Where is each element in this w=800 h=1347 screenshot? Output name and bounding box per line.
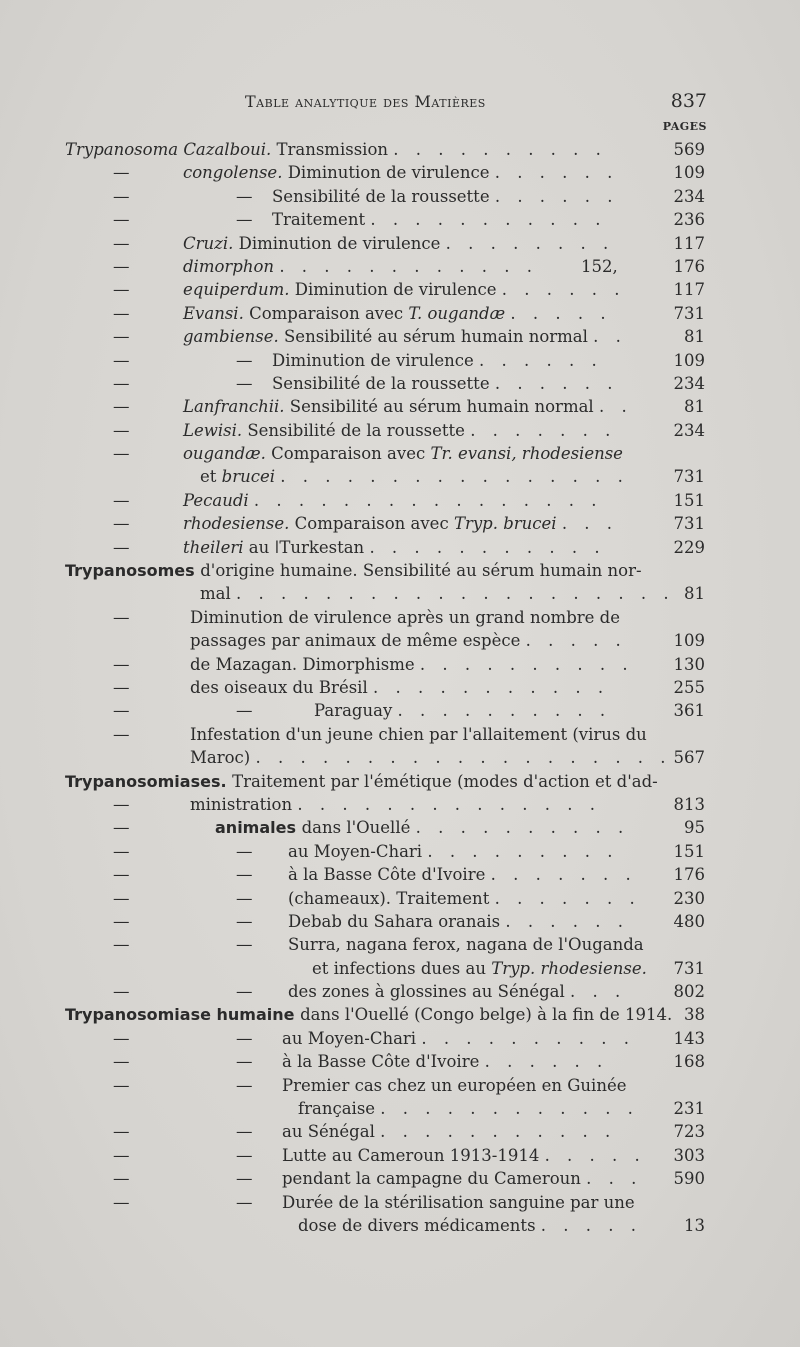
index-entry-row <box>0 163 800 186</box>
page-reference: 117 <box>673 233 705 253</box>
index-entry-row <box>0 889 800 912</box>
entry-text <box>183 421 616 440</box>
entry-description: Sensibilité au sérum humain normal <box>284 327 594 347</box>
genus-name: Trypanosoma <box>65 140 184 159</box>
dot-leader: . . . . . . . <box>470 420 617 440</box>
entry-description: Premier cas chez un européen en Guinée <box>282 1075 627 1095</box>
lemma-heading: Trypanosomiases. <box>65 771 233 791</box>
dot-leader: . . . . . . . . . . <box>393 140 607 159</box>
dash-mark: — <box>113 397 130 417</box>
entry-description: Sensibilité au sérum humain normal <box>289 397 599 417</box>
index-entry-row <box>0 608 800 631</box>
entry-description: Comparaison avec <box>249 303 409 323</box>
page-reference: 234 <box>673 186 705 206</box>
entry-description: dans l'Ouellé (Congo belge) à la fin de 1914. <box>300 1005 673 1025</box>
dash-mark: — <box>236 701 253 721</box>
entry-description: Transmission <box>276 140 394 159</box>
dot-leader: . . . . . . <box>484 1052 609 1072</box>
dash-mark: — <box>236 935 253 955</box>
entry-text <box>190 795 601 814</box>
index-entry-row <box>0 584 800 607</box>
dash-mark: — <box>236 373 253 393</box>
entry-text <box>288 865 637 884</box>
entry-text <box>282 1193 635 1212</box>
index-entry-row <box>0 374 800 397</box>
entry-text <box>183 444 623 463</box>
entry-text <box>314 701 611 720</box>
entry-description: Diminution de virulence <box>238 233 446 253</box>
dot-leader: . . . <box>586 1169 643 1189</box>
dash-mark: — <box>113 490 130 510</box>
index-entry-row <box>0 818 800 841</box>
entry-text <box>190 748 672 767</box>
entry-text <box>282 1122 616 1141</box>
entry-text <box>298 1216 642 1235</box>
dot-leader: . . <box>598 397 633 417</box>
entry-description: à la Basse Côte d'Ivoire <box>282 1052 485 1072</box>
continuation-text: mal <box>200 584 237 604</box>
dot-leader: . . . . . . . . . . . <box>380 1122 617 1142</box>
entry-text <box>288 842 619 861</box>
continuation-text: et infections dues au <box>312 958 492 978</box>
entry-text <box>282 1169 642 1188</box>
entry-description: des zones à glossines au Sénégal <box>288 982 571 1002</box>
index-entry-row <box>0 514 800 537</box>
dot-leader: . . <box>593 327 627 347</box>
dot-leader: . . . . . . . . . <box>427 841 619 861</box>
dash-mark: — <box>236 982 253 1002</box>
dash-mark: — <box>113 420 130 440</box>
entry-text <box>183 538 606 557</box>
species-name: rhodesiense. <box>183 514 295 534</box>
entry-text <box>272 351 603 370</box>
index-entry-row <box>0 467 800 490</box>
page-reference: 176 <box>673 256 705 276</box>
dot-leader: . . . . . . . . . . <box>415 818 630 838</box>
dash-mark: — <box>113 256 130 276</box>
dot-leader: . . . . . . . . . . . . <box>380 1099 639 1119</box>
species-name: gambiense. <box>183 327 284 347</box>
dot-leader: . . . . . . . . . . . . . . <box>297 794 601 814</box>
entry-text <box>183 514 618 533</box>
dash-mark: — <box>236 841 253 861</box>
species-name: congolense. <box>183 163 288 183</box>
entry-description: Comparaison avec <box>294 514 454 534</box>
dash-mark: — <box>236 1028 253 1048</box>
page-reference: 109 <box>673 350 705 370</box>
index-entry-row <box>0 701 800 724</box>
page-reference: 81 <box>684 397 705 417</box>
running-title: Table analytique des Matières <box>245 92 486 111</box>
index-entry-row <box>0 865 800 888</box>
index-entry-row <box>0 959 800 982</box>
species-name: Pecaudi <box>183 490 254 510</box>
entry-description: Traitement <box>272 210 371 230</box>
dot-leader: . . . . . . <box>494 163 619 183</box>
dot-leader: . . . . . . . . . . <box>397 701 612 721</box>
page-reference: 130 <box>673 654 705 674</box>
dot-leader: . . . . . . . . <box>445 233 615 253</box>
lemma-heading: Trypanosomiase humaine <box>65 1005 301 1025</box>
dot-leader: . . . . . . <box>494 186 619 206</box>
entry-description: d'origine humaine. Sensibilité au sérum humain nor- <box>200 561 642 581</box>
entry-text <box>282 1029 635 1048</box>
index-entry-row <box>0 397 800 420</box>
page-reference: 117 <box>673 280 705 300</box>
entry-text <box>183 257 538 276</box>
page-reference: 569 <box>673 140 705 159</box>
entry-text <box>190 655 634 674</box>
dash-mark: — <box>236 1192 253 1212</box>
entry-description: au ǀTurkestan <box>248 537 370 557</box>
entry-description: de Mazagan. Dimorphisme <box>190 654 420 674</box>
page-reference: 731 <box>673 958 705 978</box>
index-entry-row <box>0 631 800 654</box>
index-entry-row <box>0 187 800 210</box>
entry-description: au Moyen-Chari <box>282 1028 422 1048</box>
page-reference: 168 <box>673 1052 705 1072</box>
entry-text <box>288 889 641 908</box>
entry-description: Sensibilité de la roussette <box>272 373 495 393</box>
dot-leader: . . . . . . . . . . . <box>370 210 607 230</box>
index-entry-row <box>0 538 800 561</box>
index-entry-row <box>0 678 800 701</box>
continuation-text: passages par animaux de même espèce <box>190 631 526 651</box>
running-head <box>0 92 800 114</box>
dash-mark: — <box>113 911 130 931</box>
page-reference: 230 <box>673 888 705 908</box>
page-reference: 109 <box>673 631 705 651</box>
dash-mark: — <box>236 865 253 885</box>
entry-text <box>288 935 644 954</box>
entry-description: Infestation d'un jeune chien par l'allaitement (virus du <box>190 724 647 744</box>
lemma-heading: Trypanosomes <box>65 561 201 581</box>
entry-description: (chameaux). Traitement <box>288 888 495 908</box>
continuation-text: Maroc) <box>190 748 256 768</box>
index-entry-row <box>0 1076 800 1099</box>
entry-text <box>282 1146 646 1165</box>
dash-mark: — <box>236 210 253 230</box>
entry-text <box>272 210 606 229</box>
entry-description: Diminution de virulence <box>272 350 479 370</box>
index-entry-row <box>0 351 800 374</box>
dash-mark: — <box>113 865 130 885</box>
dot-leader: . . . . . . . . . . . . . . . . . . . . <box>236 584 675 604</box>
dash-mark: — <box>113 935 130 955</box>
dash-mark: — <box>113 186 130 206</box>
index-entry-row <box>0 280 800 303</box>
dot-leader: . . . <box>561 514 619 534</box>
entry-text <box>65 561 642 580</box>
index-entry-row <box>0 1099 800 1122</box>
entry-text <box>183 304 612 323</box>
entry-text <box>65 1005 672 1024</box>
entry-text <box>190 631 627 650</box>
species-name: theileri <box>183 537 249 557</box>
entry-description: Debab du Sahara oranais <box>288 911 506 931</box>
dot-leader: . . . . . <box>540 1215 642 1235</box>
species-reference: Tryp. brucei <box>453 514 562 534</box>
entry-text <box>200 467 629 486</box>
dash-mark: — <box>113 233 130 253</box>
entry-text <box>282 1076 627 1095</box>
dash-mark: — <box>113 1075 130 1095</box>
dash-mark: — <box>113 677 130 697</box>
index-entry-row <box>0 210 800 233</box>
dot-leader: . . . . . <box>544 1145 646 1165</box>
page-reference: 813 <box>673 794 705 814</box>
subject-heading: animales <box>215 818 302 838</box>
page-reference: 731 <box>673 514 705 534</box>
entry-description: au Sénégal <box>282 1122 381 1142</box>
dash-mark: — <box>113 373 130 393</box>
dot-leader: . . . . . . . <box>494 888 641 908</box>
dash-mark: — <box>113 841 130 861</box>
species-reference: Tryp. rhodesiense. <box>491 958 647 978</box>
species-name: Lewisi. <box>183 420 248 440</box>
index-entry-row <box>0 795 800 818</box>
entry-text <box>272 187 619 206</box>
index-entry-row <box>0 935 800 958</box>
species-name: Evansi. <box>183 303 250 323</box>
dash-mark: — <box>113 1169 130 1189</box>
page-reference: 176 <box>673 865 705 885</box>
dash-mark: — <box>113 444 130 464</box>
pages-column-label: PAGES <box>662 120 707 133</box>
index-entry-row <box>0 1122 800 1145</box>
index-entry-row <box>0 1052 800 1075</box>
page-reference: 480 <box>673 911 705 931</box>
dash-mark: — <box>236 1122 253 1142</box>
page-reference: 234 <box>673 373 705 393</box>
page-reference: 567 <box>673 748 705 768</box>
dash-mark: — <box>113 514 130 534</box>
page-reference: 731 <box>673 303 705 323</box>
dash-mark: — <box>113 280 130 300</box>
dot-leader: . . . . . . . . . . . . . . . . <box>253 490 603 510</box>
dash-mark: — <box>113 537 130 557</box>
index-entry-row <box>0 1005 800 1028</box>
page-reference: 81 <box>684 327 705 347</box>
page-reference: 109 <box>673 163 705 183</box>
entry-description: Surra, nagana ferox, nagana de l'Ouganda <box>288 935 644 955</box>
index-entry-row <box>0 1029 800 1052</box>
index-entry-row <box>0 140 800 163</box>
dash-mark: — <box>113 350 130 370</box>
page-reference: 95 <box>684 818 705 838</box>
page-reference: 236 <box>673 210 705 230</box>
species-name: ougandæ. <box>183 444 272 464</box>
dash-mark: — <box>113 1052 130 1072</box>
page-reference: 143 <box>673 1028 705 1048</box>
entry-text <box>215 818 629 837</box>
dot-leader: . . . . . . <box>479 350 603 370</box>
page-reference: 231 <box>673 1099 705 1119</box>
entry-text <box>288 912 629 931</box>
entry-description: Diminution de virulence <box>287 163 495 183</box>
index-entry-row <box>0 234 800 257</box>
page-reference: 361 <box>673 701 705 721</box>
index-entry-row <box>0 725 800 748</box>
dash-mark: — <box>236 186 253 206</box>
dot-leader: . . . . . <box>510 303 612 323</box>
dash-mark: — <box>113 303 130 323</box>
entry-text <box>183 397 633 416</box>
dot-leader: . . . . . . . . . . . <box>372 677 610 697</box>
dash-mark: — <box>236 1145 253 1165</box>
dash-mark: — <box>236 350 253 370</box>
index-entry-row <box>0 1193 800 1216</box>
entry-text <box>312 959 647 978</box>
index-entry-row <box>0 444 800 467</box>
dash-mark: — <box>113 1122 130 1142</box>
page-reference: 81 <box>684 584 705 604</box>
dot-leader: . . . . . <box>525 631 627 651</box>
entry-text <box>288 982 626 1001</box>
dash-mark: — <box>236 911 253 931</box>
continuation-text: et <box>200 467 222 487</box>
species-name: Lanfranchii. <box>183 397 290 417</box>
page-number: 837 <box>670 90 707 112</box>
dot-leader: . . . . . . . . . . . . . . . . . . . <box>255 748 672 768</box>
page-reference: 590 <box>673 1169 705 1189</box>
index-entry-row <box>0 1216 800 1239</box>
species-reference: Tr. evansi, rhodesiense <box>430 444 623 464</box>
entry-description: Lutte au Cameroun 1913-1914 <box>282 1145 545 1165</box>
page-reference: 151 <box>673 841 705 861</box>
page-reference: 152, <box>581 256 618 276</box>
dot-leader: . . . . . . . . . . <box>419 654 634 674</box>
dot-leader: . . . . . . . . . . . <box>369 537 606 557</box>
entry-description: Comparaison avec <box>271 444 431 464</box>
index-entry-row <box>0 421 800 444</box>
dash-mark: — <box>113 654 130 674</box>
dot-leader: . . . . . . . . . . <box>421 1028 635 1048</box>
dash-mark: — <box>113 1145 130 1165</box>
entry-description: à la Basse Côte d'Ivoire <box>288 865 491 885</box>
dot-leader: . . . . . . . . . . . . . . . . <box>280 467 629 487</box>
index-entry-row <box>0 1146 800 1169</box>
entry-text <box>183 280 625 299</box>
page-reference: 38 <box>684 1005 705 1025</box>
entry-description: Diminution de virulence après un grand nombre de <box>190 607 620 627</box>
page-reference: 151 <box>673 490 705 510</box>
entry-text <box>272 374 619 393</box>
dash-mark: — <box>236 888 253 908</box>
dot-leader: . . . . . . <box>505 911 630 931</box>
species-name: dimorphon <box>183 256 280 276</box>
entry-text <box>183 234 614 253</box>
entry-description: pendant la campagne du Cameroun <box>282 1169 587 1189</box>
entry-description: des oiseaux du Brésil <box>190 677 373 697</box>
dot-leader: . . . . . . . <box>490 865 637 885</box>
dash-mark: — <box>113 1028 130 1048</box>
index-entry-row <box>0 561 800 584</box>
dash-mark: — <box>113 982 130 1002</box>
entry-description: Traitement par l'émétique (modes d'action et d'ad- <box>232 771 658 791</box>
species-reference: brucei <box>221 467 281 487</box>
index-entry-row <box>0 982 800 1005</box>
entry-text <box>190 678 609 697</box>
dot-leader: . . . <box>570 982 627 1002</box>
dash-mark: — <box>113 888 130 908</box>
dash-mark: — <box>236 1052 253 1072</box>
entry-text <box>190 608 620 627</box>
species-name: Cazalboui. <box>183 140 277 159</box>
entry-description: Diminution de virulence <box>294 280 502 300</box>
entry-description: Paraguay <box>314 701 398 721</box>
dash-mark: — <box>236 1075 253 1095</box>
dot-leader: . . . . . . . . . . . . <box>279 256 538 276</box>
entry-text <box>200 584 675 603</box>
species-name: equiperdum. <box>183 280 295 300</box>
index-entry-row <box>0 257 800 280</box>
dot-leader: . . . . . . <box>494 373 619 393</box>
index-entry-row <box>0 491 800 514</box>
page-reference: 723 <box>673 1122 705 1142</box>
dash-mark: — <box>113 794 130 814</box>
index-entry-row <box>0 304 800 327</box>
dash-mark: — <box>113 818 130 838</box>
dash-mark: — <box>236 1169 253 1189</box>
dash-mark: — <box>113 210 130 230</box>
entry-description: Sensibilité de la roussette <box>272 186 495 206</box>
dash-mark: — <box>113 163 130 183</box>
entry-text <box>282 1052 608 1071</box>
index-entry-row <box>0 327 800 350</box>
index-entry-row <box>0 655 800 678</box>
entry-description: dans l'Ouellé <box>301 818 416 838</box>
entry-text <box>183 491 603 510</box>
index-entry-row <box>0 842 800 865</box>
dot-leader: . . . . . . <box>501 280 626 300</box>
page-reference: 234 <box>673 420 705 440</box>
continuation-text: française <box>298 1099 381 1119</box>
entry-text <box>298 1099 639 1118</box>
entry-description: Sensibilité de la roussette <box>247 420 471 440</box>
index-entry-row <box>0 912 800 935</box>
page-reference: 802 <box>673 982 705 1002</box>
species-name: Cruzi. <box>183 233 239 253</box>
index-entries <box>0 140 800 1239</box>
entry-text <box>183 327 627 346</box>
dash-mark: — <box>113 724 130 744</box>
index-entry-row <box>0 1169 800 1192</box>
page-reference: 255 <box>673 677 705 697</box>
page-reference: 13 <box>684 1215 705 1235</box>
index-entry-row <box>0 748 800 771</box>
entry-text <box>183 163 618 182</box>
dash-mark: — <box>113 327 130 347</box>
page-reference: 229 <box>673 537 705 557</box>
species-reference: T. ougandæ <box>408 303 511 323</box>
continuation-text: dose de divers médicaments <box>298 1215 541 1235</box>
index-entry-row <box>0 772 800 795</box>
page-reference: 303 <box>673 1145 705 1165</box>
entry-description: Durée de la stérilisation sanguine par une <box>282 1192 635 1212</box>
entry-description: au Moyen-Chari <box>288 841 428 861</box>
dash-mark: — <box>113 607 130 627</box>
page-reference: 731 <box>673 467 705 487</box>
entry-text <box>65 140 607 159</box>
continuation-text: ministration <box>190 794 298 814</box>
dash-mark: — <box>113 1192 130 1212</box>
entry-text <box>190 725 647 744</box>
entry-text <box>65 772 658 791</box>
dash-mark: — <box>113 701 130 721</box>
